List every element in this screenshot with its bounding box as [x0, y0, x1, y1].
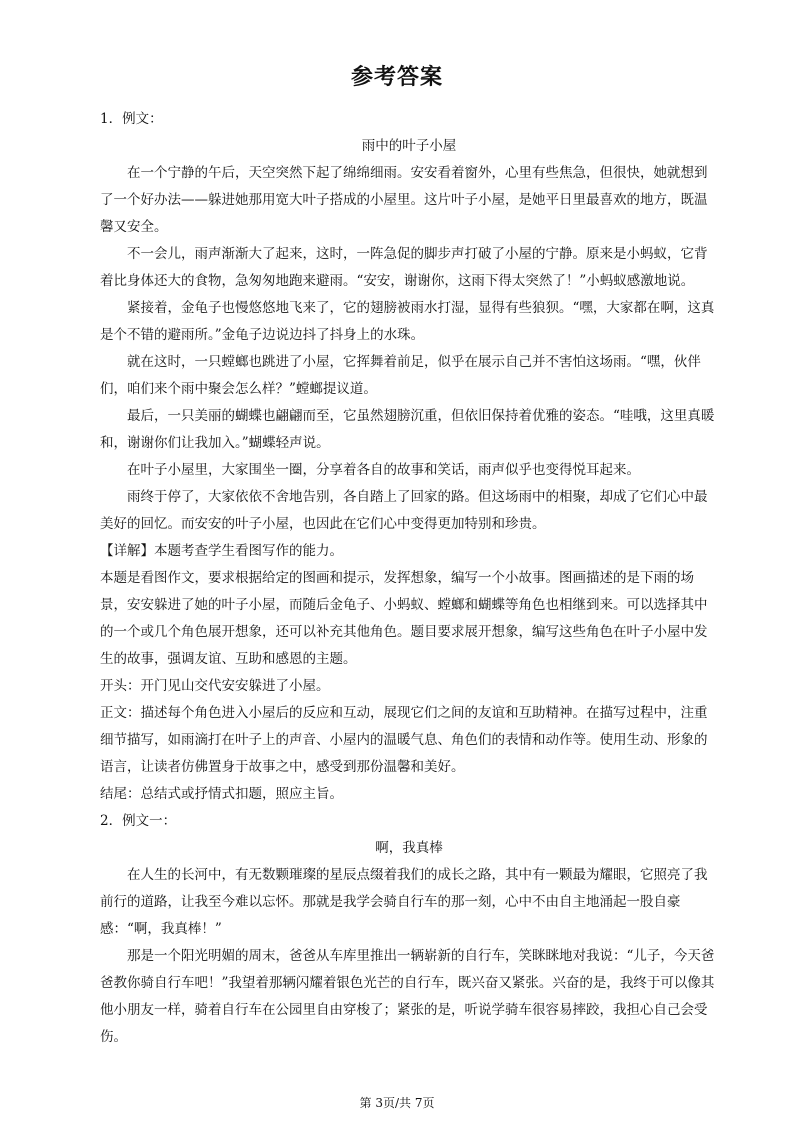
detail-ending: 结尾：总结式或抒情式扣题，照应主旨。 [100, 786, 343, 802]
essay-1-title: 雨中的叶子小屋 [361, 138, 457, 154]
essay-1-paragraph: 紧接着，金龟子也慢悠悠地飞来了，它的翅膀被雨水打湿，显得有些狼狈。“嘿，大家都在啊，这真是个不错的避雨所。”金龟子边说边抖了抖身上的水珠。 [100, 300, 715, 343]
essay-2-paragraph: 那是一个阳光明媚的周末，爸爸从车库里推出一辆崭新的自行车，笑眯眯地对我说：“儿子，今天爸爸教你骑自行车吧！”我望着那辆闪耀着银色光芒的自行车，既兴奋又紧张。兴奋的是，我终于可以像其他小朋友一样，骑着自行车在公园里自由穿梭了；紧张的是，听说学骑车很容易摔跤，我担心自己会受伤。 [100, 948, 715, 1045]
page-footer: 第 3页/共 7页 [359, 1096, 435, 1110]
essay-2-paragraph: 在人生的长河中，有无数颗璀璨的星辰点缀着我们的成长之路，其中有一颗最为耀眼，它照亮了我前行的道路，让我至今难以忘怀。那就是我学会骑自行车的那一刻，心中不由自主地涌起一股自豪感：“啊，我真棒！” [100, 867, 708, 937]
question-2-label: 2．例文一： [100, 813, 177, 829]
answer-content [100, 106, 718, 1051]
detail-opening: 开头：开门见山交代安安躲进了小屋。 [100, 678, 330, 694]
detail-heading: 【详解】本题考查学生看图写作的能力。 [100, 543, 343, 559]
essay-1-paragraph: 就在这时，一只螳螂也跳进了小屋，它挥舞着前足，似乎在展示自己并不害怕这场雨。“嘿，伙伴们，咱们来个雨中聚会怎么样？”螳螂提议道。 [100, 354, 701, 397]
essay-1-paragraph: 不一会儿，雨声渐渐大了起来，这时，一阵急促的脚步声打破了小屋的宁静。原来是小蚂蚁，它背着比身体还大的食物，急匆匆地跑来避雨。“安安，谢谢你，这雨下得太突然了！”小蚂蚁感激地说。 [100, 246, 708, 289]
essay-1-paragraph: 雨终于停了，大家依依不舍地告别，各自踏上了回家的路。但这场雨中的相聚，却成了它们心中最美好的回忆。而安安的叶子小屋，也因此在它们心中变得更加特别和珍贵。 [100, 489, 708, 532]
essay-2-title: 啊，我真棒 [375, 840, 443, 856]
detail-body: 正文：描述每个角色进入小屋后的反应和互动，展现它们之间的友谊和互助精神。在描写过程中，注重细节描写，如雨滴打在叶子上的声音、小屋内的温暖气息、角色们的表情和动作等。使用生动、形象的语言，让读者仿佛置身于故事之中，感受到那份温馨和美好。 [100, 705, 708, 775]
essay-1-paragraph: 在一个宁静的午后，天空突然下起了绵绵细雨。安安看着窗外，心里有些焦急，但很快，她就想到了一个好办法——躲进她那用宽大叶子搭成的小屋里。这片叶子小屋，是她平日里最喜欢的地方，既温馨又安全。 [100, 165, 708, 235]
detail-paragraph: 本题是看图作文，要求根据给定的图画和提示，发挥想象，编写一个小故事。图画描述的是下雨的场景，安安躲进了她的叶子小屋，而随后金龟子、小蚂蚁、螳螂和蝴蝶等角色也相继到来。可以选择其中的一个或几个角色展开想象，还可以补充其他角色。题目要求展开想象，编写这些角色在叶子小屋中发生的故事，强调友谊、互助和感恩的主题。 [100, 570, 708, 667]
essay-1-paragraph: 最后，一只美丽的蝴蝶也翩翩而至，它虽然翅膀沉重，但依旧保持着优雅的姿态。“哇哦，这里真暖和，谢谢你们让我加入。”蝴蝶轻声说。 [100, 408, 715, 451]
question-1-label: 1．例文： [100, 111, 163, 127]
essay-1-paragraph: 在叶子小屋里，大家围坐一圈，分享着各自的故事和笑话，雨声似乎也变得悦耳起来。 [127, 462, 640, 478]
page-title: 参考答案 [350, 65, 443, 90]
